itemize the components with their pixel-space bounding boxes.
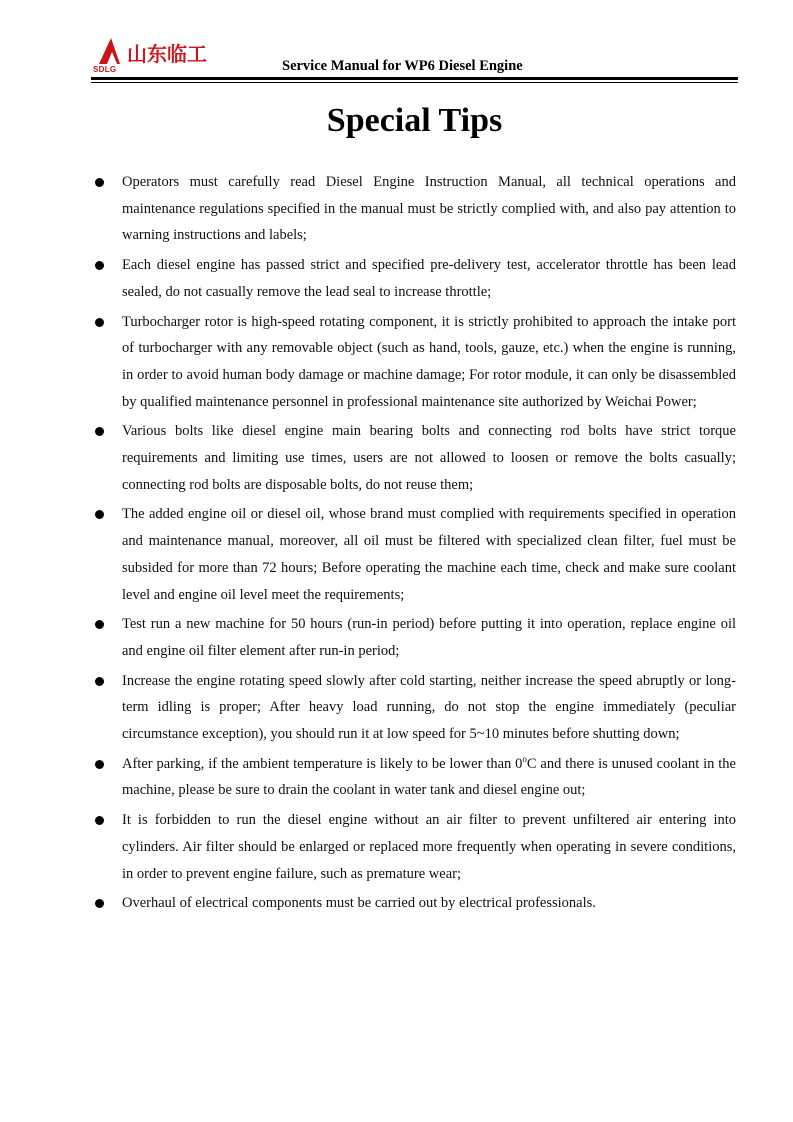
sdlg-logo bbox=[93, 36, 243, 76]
list-item bbox=[93, 890, 736, 917]
bullet-icon bbox=[95, 620, 104, 629]
tip-text: Test run a new machine for 50 hours (run-in period) before putting it into operation, replace engine oil and engine oil filter element after run-in period; bbox=[122, 616, 736, 659]
bullet-icon bbox=[95, 510, 104, 519]
list-item bbox=[93, 501, 736, 608]
tip-text: Overhaul of electrical components must be carried out by electrical professionals. bbox=[122, 895, 596, 912]
page-header bbox=[93, 36, 738, 82]
bullet-icon bbox=[95, 261, 104, 270]
list-item bbox=[93, 751, 736, 804]
list-item bbox=[93, 611, 736, 664]
bullet-icon bbox=[95, 816, 104, 825]
tip-text-after: C and there is unused coolant in the machine, please be sure to drain the coolant in water tank and diesel engine out; bbox=[122, 755, 736, 799]
header-rule-thin bbox=[91, 82, 738, 83]
tips-list bbox=[93, 169, 736, 920]
list-item bbox=[93, 668, 736, 748]
tip-text: Increase the engine rotating speed slowly after cold starting, neither increase the speed abruptly or long-term idling is proper; After heavy load running, do not stop the engine immediately (peculiar circumstance exception), you should run it at low speed for 5~10 minutes before shutting down; bbox=[122, 672, 736, 743]
manual-title: Service Manual for WP6 Diesel Engine bbox=[282, 58, 523, 74]
tip-text-before: After parking, if the ambient temperature is likely to be lower than 0 bbox=[122, 755, 523, 772]
list-item bbox=[93, 418, 736, 498]
list-item bbox=[93, 169, 736, 249]
bullet-icon bbox=[95, 178, 104, 187]
list-item bbox=[93, 309, 736, 416]
degree-superscript: o bbox=[522, 753, 527, 764]
logo-abbrev: SDLG bbox=[93, 65, 117, 74]
header-rule-thick bbox=[91, 77, 738, 80]
bullet-icon bbox=[95, 318, 104, 327]
tip-text bbox=[122, 753, 736, 799]
list-item bbox=[93, 807, 736, 887]
tip-text: Turbocharger rotor is high-speed rotating component, it is strictly prohibited to approach the intake port of turbocharger with any removable object (such as hand, tools, gauze, etc.) when the engine is running, in order to avoid human body damage or machine damage; For rotor module, it can only be disassembled by qualified maintenance personnel in professional maintenance site authorized by Weichai Power; bbox=[122, 313, 736, 410]
bullet-icon bbox=[95, 760, 104, 769]
tip-text: The added engine oil or diesel oil, whose brand must complied with requirements specified in operation and maintenance manual, moreover, all oil must be filtered with specialized clean filter, fuel must be subsided for more than 72 hours; Before operating the machine each time, check and make sure coolant level and engine oil level meet the requirements; bbox=[122, 506, 736, 603]
logo-chinese-text: 山东临工 bbox=[127, 42, 207, 66]
bullet-icon bbox=[95, 427, 104, 436]
tip-text: Operators must carefully read Diesel Engine Instruction Manual, all technical operations and maintenance regulations specified in the manual must be strictly complied with, and also pay attention to warning instructions and labels; bbox=[122, 174, 736, 244]
tip-text: Each diesel engine has passed strict and specified pre-delivery test, accelerator throttle has been lead sealed, do not casually remove the lead seal to increase throttle; bbox=[122, 257, 736, 300]
tip-text: Various bolts like diesel engine main bearing bolts and connecting rod bolts have strict torque requirements and limiting use times, users are not allowed to loosen or remove the bolts casually; connecting rod bolts are disposable bolts, do not reuse them; bbox=[122, 423, 736, 493]
tip-text: It is forbidden to run the diesel engine without an air filter to prevent unfiltered air entering into cylinders. Air filter should be enlarged or replaced more frequently when operating in severe conditions, in order to prevent engine failure, such as premature wear; bbox=[122, 812, 736, 882]
page-title: Special Tips bbox=[326, 102, 503, 139]
list-item bbox=[93, 252, 736, 305]
bullet-icon bbox=[95, 899, 104, 908]
bullet-icon bbox=[95, 677, 104, 686]
